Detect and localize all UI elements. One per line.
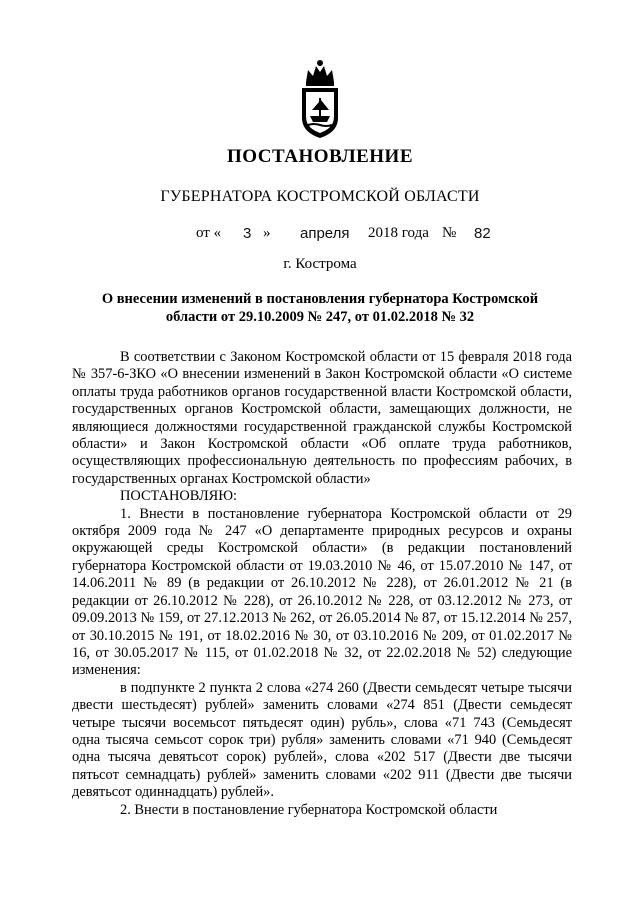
document-heading: [60, 290, 580, 326]
decree-number: 82: [474, 225, 491, 242]
coat-of-arms-icon: [294, 58, 346, 142]
date-prefix: от «: [196, 225, 222, 241]
heading-line-1: О внесении изменений в постановления губернатора Костромской: [101, 291, 539, 307]
city-line: г. Кострома: [283, 256, 357, 272]
item-1-sub-paragraph: в подпункте 2 пункта 2 слова «274 260 (Двести семьдесят четыре тысячи двести шестьдесят) рублей» заменить словами «274 851 (Двести семьдесят четыре тысячи восемьсот пятьдесят один) рубль», слова «71 743 (Семьдесят одна тысяча семьсот сорок три) рубля» заменить словами «71 940 (Семьдесят одна тысяча девятьсот сорок) рублей», слова «202 517 (Двести две тысячи пятьсот семнадцать) рублей» заменить словами «202 911 (Двести две тысячи девятьсот одиннадцать) рублей».: [72, 679, 572, 801]
decree-keyword: ПОСТАНОВЛЯЮ:: [120, 488, 238, 505]
date-day: 3: [243, 225, 252, 242]
item-2-paragraph: 2. Внести в постановление губернатора Костромской области: [120, 801, 498, 818]
date-month: апреля: [300, 225, 350, 242]
number-sign: №: [442, 225, 457, 241]
date-year: 2018 года: [368, 225, 429, 241]
document-body: [72, 349, 572, 819]
item-1-paragraph: 1. Внести в постановление губернатора Костромской области от 29 октября 2009 года № 247 «О департаменте природных ресурсов и охраны окружающей среды Костромской области» (в редакции постановлений губернатора Костромской области от 19.03.2010 № 46, от 15.07.2010 № 147, от 14.06.2011 № 89 (в редакции от 26.10.2012 № 228), от 26.01.2012 № 21 (в редакции от 26.10.2012 № 228), от 26.10.2012 № 228, от 03.12.2012 № 273, от 09.09.2013 № 159, от 27.12.2013 № 262, от 26.05.2014 № 87, от 15.12.2014 № 257, от 30.10.2015 № 191, от 18.02.2016 № 30, от 03.10.2016 № 209, от 01.02.2017 № 16, от 30.05.2017 № 115, от 01.02.2018 № 32, от 22.02.2018 № 52) следующие изменения:: [72, 505, 572, 679]
heading-line-2: области от 29.10.2009 № 247, от 01.02.2018 № 32: [165, 309, 475, 325]
date-close-quote: »: [263, 225, 271, 241]
preamble-paragraph: В соответствии с Законом Костромской области от 15 февраля 2018 года № 357-6-ЗКО «О внесении изменений в Закон Костромской области «О системе оплаты труда работников органов государственной власти Костромской области, государственных органов Костромской области, замещающих должности, не являющиеся должностями государственной гражданской службы Костромской области» и Закон Костромской области «Об оплате труда работников, осуществляющих профессиональную деятельность по профессиям рабочих, в государственных органах Костромской области»: [72, 349, 572, 487]
document-title: ПОСТАНОВЛЕНИЕ: [226, 146, 414, 167]
date-line: [196, 225, 496, 249]
issuer-subtitle: ГУБЕРНАТОРА КОСТРОМСКОЙ ОБЛАСТИ: [160, 188, 480, 205]
